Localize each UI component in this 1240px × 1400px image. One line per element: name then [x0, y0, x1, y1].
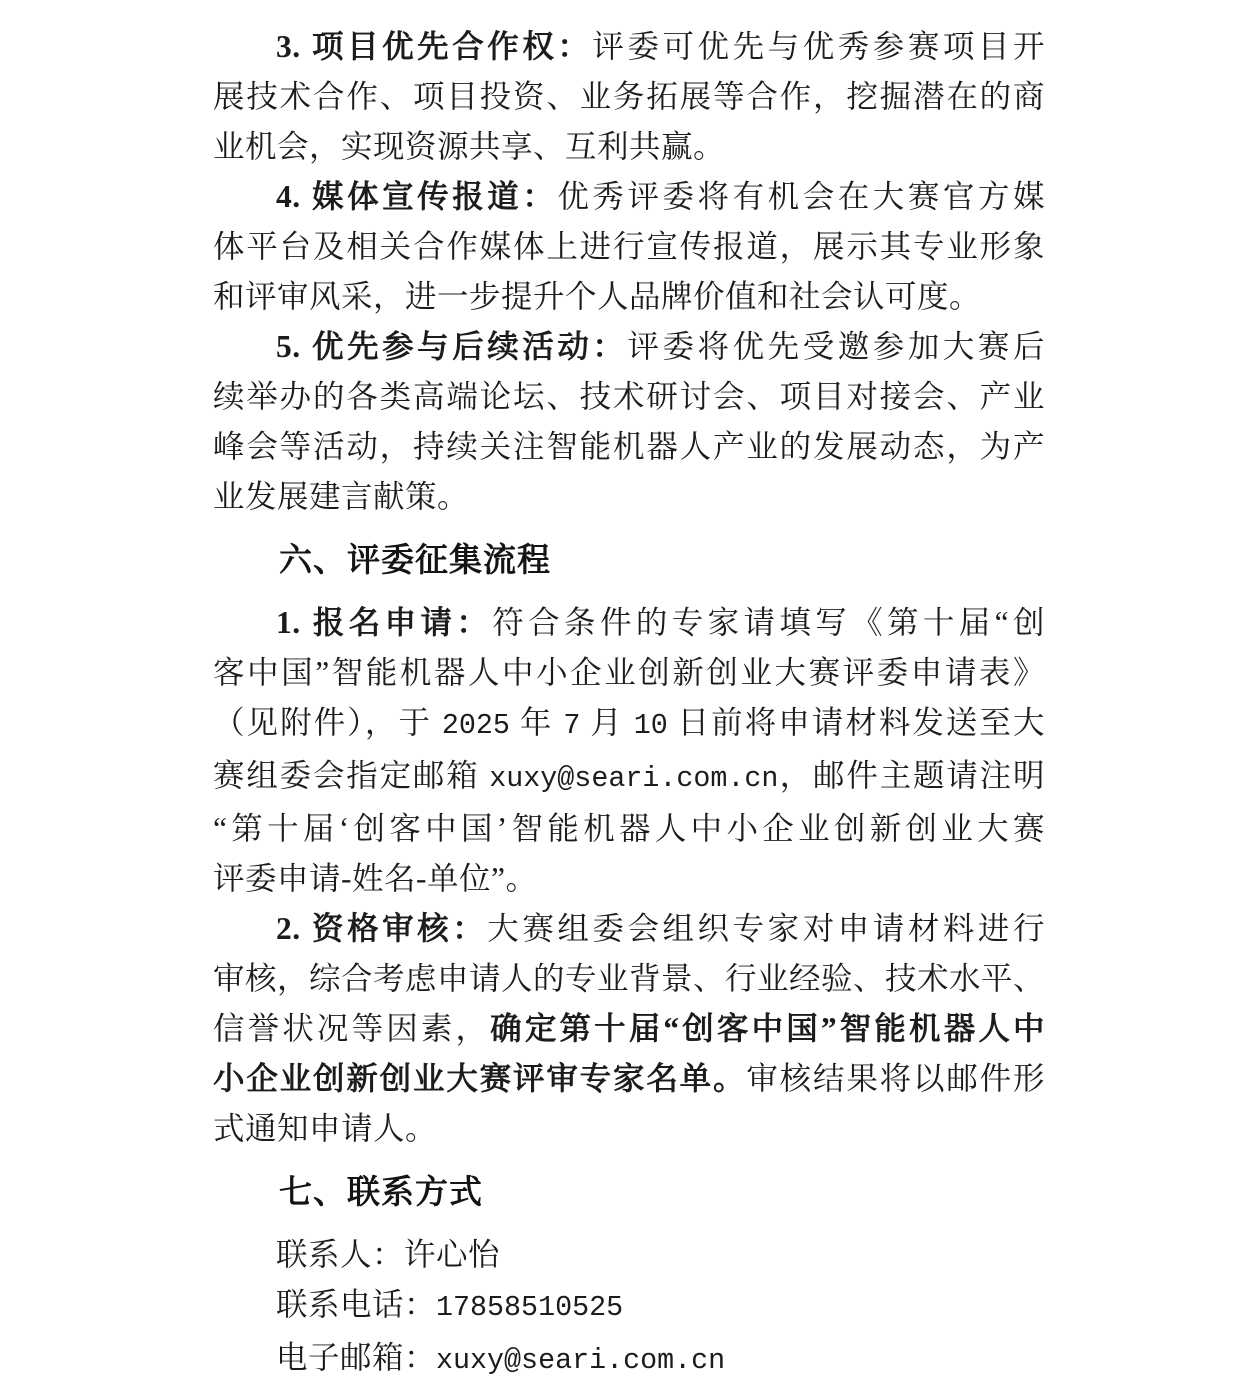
latin-text-segment: 17858510525	[436, 1291, 624, 1324]
contact-info	[213, 1230, 1045, 1386]
latin-text-segment: xuxy@seari.com.cn	[489, 762, 779, 795]
section-7-heading	[213, 1167, 1045, 1217]
bold-text-segment: 2. 资格审核：	[276, 911, 488, 946]
bold-text-segment: 3. 项目优先合作权：	[276, 29, 593, 64]
text-line	[213, 1230, 1045, 1280]
section-heading-text: 七、联系方式	[279, 1173, 483, 1210]
body-text-segment: 峰会等活动，持续关注智能机器人产业的发展动态，为产	[213, 429, 1045, 464]
section-6-heading	[213, 535, 1045, 585]
benefit-5-follow-up-activities	[213, 322, 1045, 522]
process-2-qualification-review	[213, 904, 1045, 1154]
body-text-segment: 许心怡	[404, 1237, 501, 1272]
text-line	[213, 272, 1045, 322]
text-line	[213, 372, 1045, 422]
body-text-segment: ，邮件主题请注明	[778, 758, 1045, 793]
text-line	[213, 904, 1045, 954]
text-line	[213, 1004, 1045, 1054]
bold-text-segment: 小企业创新创业大赛评审专家名单。	[213, 1061, 747, 1096]
body-text-segment: 评委可优先与优秀参赛项目开	[592, 29, 1045, 64]
text-line	[213, 472, 1045, 522]
body-text-segment: 联系人：	[276, 1237, 405, 1272]
body-text-segment: 评委将优先受邀参加大赛后	[627, 329, 1045, 364]
body-text-segment: （见附件），于	[213, 705, 442, 740]
body-text-segment: 年	[509, 705, 564, 740]
body-text-segment: 式通知申请人。	[213, 1111, 438, 1146]
bold-text-segment: 1. 报名申请：	[276, 605, 493, 640]
text-line	[213, 322, 1045, 372]
bold-text-segment: 确定第十届“创客中国”智能机器人中	[490, 1011, 1045, 1046]
body-text-segment: 符合条件的专家请填写《第十届“创	[492, 605, 1045, 640]
body-text-segment: 日前将申请材料发送至大	[667, 705, 1045, 740]
section-heading-text: 六、评委征集流程	[279, 541, 551, 578]
body-text-segment: 和评审风采，进一步提升个人品牌价值和社会认可度。	[213, 279, 982, 314]
body-text-segment: 审核，综合考虑申请人的专业背景、行业经验、技术水平、	[213, 961, 1046, 996]
text-line	[213, 698, 1045, 751]
latin-text-segment: 10	[633, 709, 668, 742]
body-text-segment: 展技术合作、项目投资、业务拓展等合作，挖掘潜在的商	[213, 79, 1045, 114]
body-text-segment: 优秀评委将有机会在大赛官方媒	[557, 179, 1045, 214]
bold-text-segment: 4. 媒体宣传报道：	[276, 179, 558, 214]
text-line	[213, 422, 1045, 472]
text-line	[213, 648, 1045, 698]
latin-text-segment: xuxy@seari.com.cn	[436, 1344, 726, 1377]
text-line	[213, 22, 1045, 72]
text-line	[213, 72, 1045, 122]
latin-text-segment: 2025	[441, 709, 510, 742]
bold-text-segment: 5. 优先参与后续活动：	[276, 329, 628, 364]
benefit-4-media-coverage	[213, 172, 1045, 322]
text-line	[213, 122, 1045, 172]
text-line	[213, 598, 1045, 648]
text-line	[213, 804, 1045, 854]
latin-text-segment: 7	[563, 709, 581, 742]
body-text-segment: “第十届‘创客中国’智能机器人中小企业创新创业大赛	[213, 811, 1045, 846]
body-text-segment: 信誉状况等因素，	[213, 1011, 491, 1046]
text-line	[213, 1104, 1045, 1154]
text-line	[213, 222, 1045, 272]
body-text-segment: 评委申请-姓名-单位”。	[213, 861, 538, 896]
body-text-segment: 客中国”智能机器人中小企业创新创业大赛评委申请表》	[213, 655, 1045, 690]
process-1-application	[213, 598, 1045, 904]
benefit-3-project-cooperation	[213, 22, 1045, 172]
text-line	[213, 751, 1045, 804]
body-text-segment: 大赛组委会组织专家对申请材料进行	[487, 911, 1045, 946]
text-line	[213, 854, 1045, 904]
body-text-segment: 业发展建言献策。	[213, 479, 470, 514]
text-line	[213, 954, 1045, 1004]
body-text-segment: 月	[580, 705, 634, 740]
body-text-segment: 体平台及相关合作媒体上进行宣传报道，展示其专业形象	[213, 229, 1045, 264]
text-line	[213, 172, 1045, 222]
body-text-segment: 电子邮箱：	[276, 1340, 437, 1375]
body-text-segment: 续举办的各类高端论坛、技术研讨会、项目对接会、产业	[213, 379, 1045, 414]
text-line	[213, 1054, 1045, 1104]
text-line	[213, 1280, 1045, 1333]
body-text-segment: 业机会，实现资源共享、互利共赢。	[213, 129, 726, 164]
text-line	[213, 1333, 1045, 1386]
body-text-segment: 审核结果将以邮件形	[746, 1061, 1045, 1096]
body-text-segment: 联系电话：	[276, 1287, 437, 1322]
body-text-segment: 赛组委会指定邮箱	[213, 758, 490, 793]
